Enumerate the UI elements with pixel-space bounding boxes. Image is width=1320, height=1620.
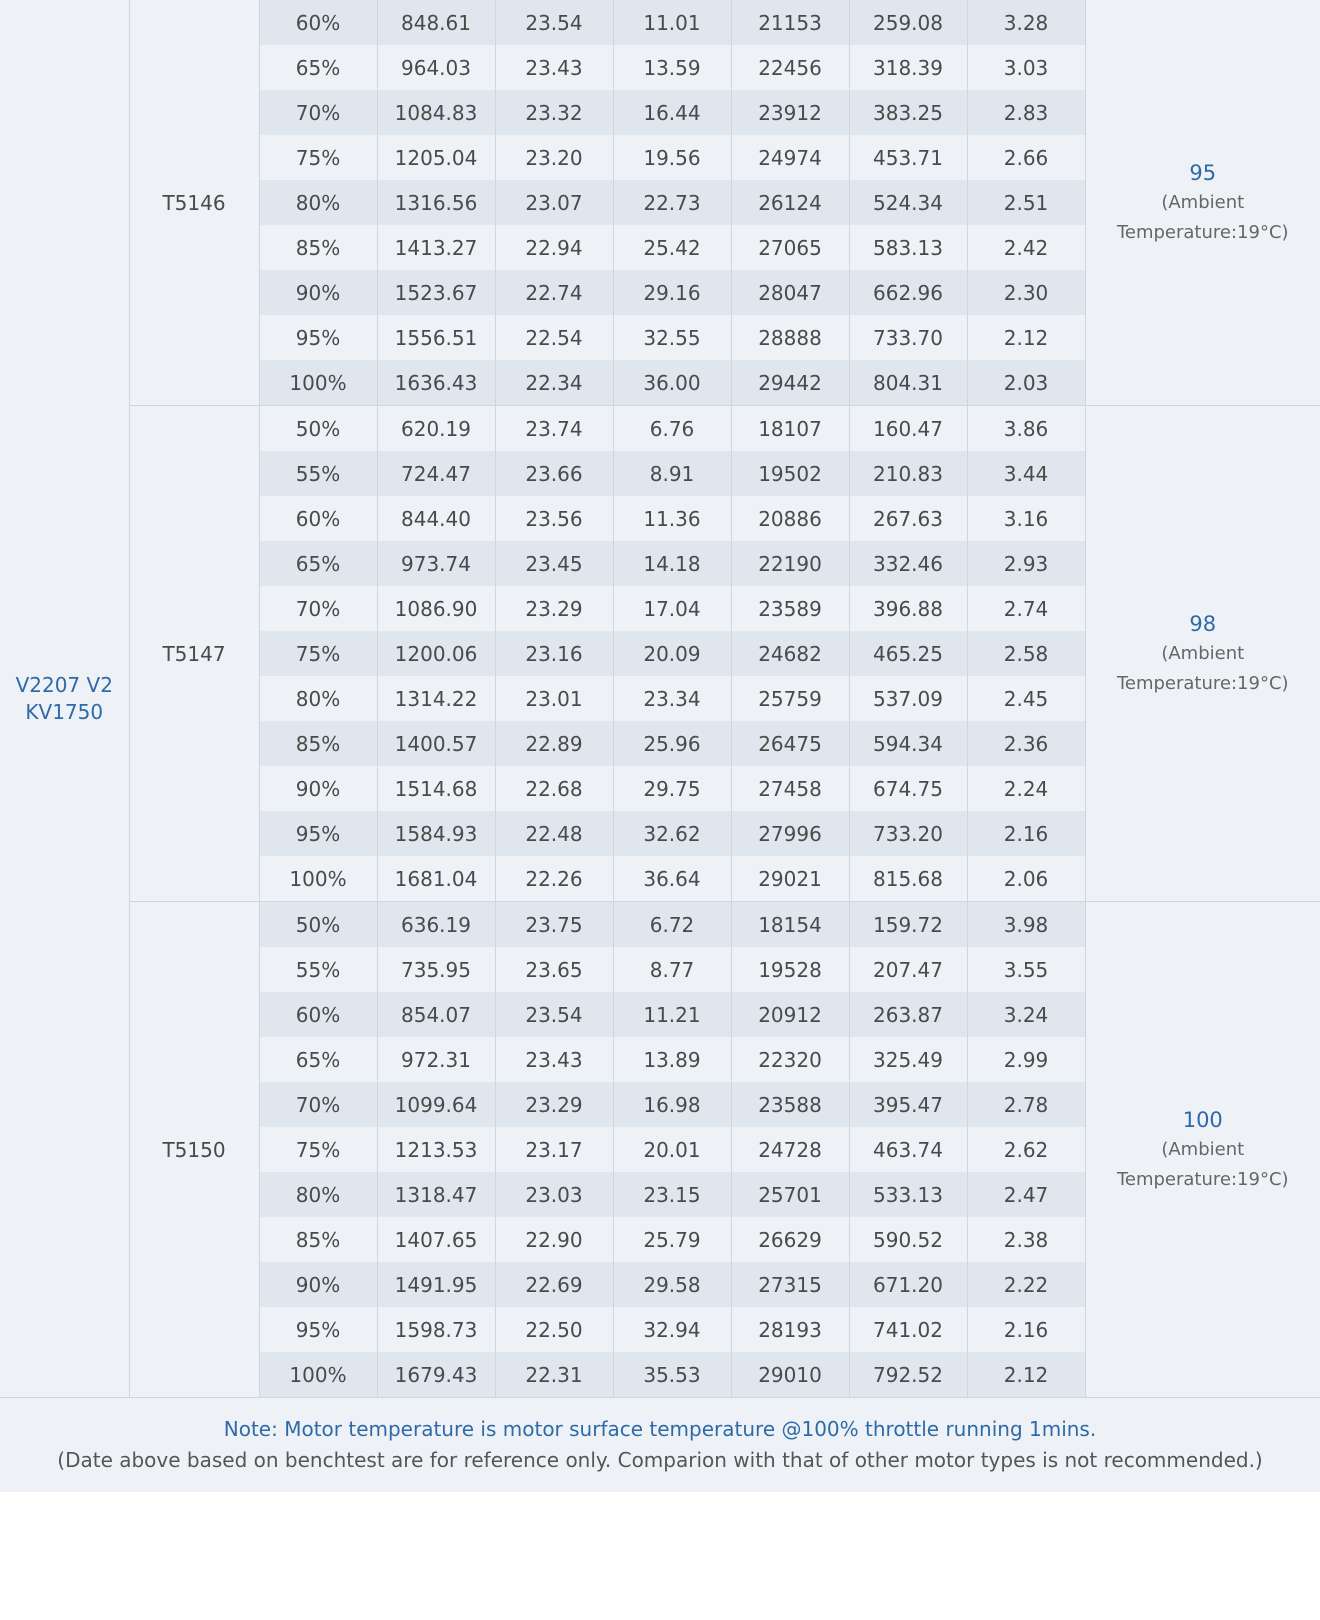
table-cell: 18154 — [731, 902, 849, 948]
table-cell: 36.00 — [613, 360, 731, 406]
motor-model: V2207 V2 KV1750 — [0, 0, 129, 1397]
table-cell: 90% — [259, 270, 377, 315]
table-cell: 3.98 — [967, 902, 1085, 948]
table-cell: 90% — [259, 766, 377, 811]
table-cell: 1400.57 — [377, 721, 495, 766]
table-cell: 23.34 — [613, 676, 731, 721]
table-cell: 85% — [259, 225, 377, 270]
table-cell: 100% — [259, 856, 377, 902]
table-cell: 2.58 — [967, 631, 1085, 676]
table-cell: 815.68 — [849, 856, 967, 902]
table-cell: 2.62 — [967, 1127, 1085, 1172]
table-cell: 85% — [259, 721, 377, 766]
propeller-name: T5146 — [129, 0, 259, 406]
table-cell: 1598.73 — [377, 1307, 495, 1352]
table-cell: 18107 — [731, 406, 849, 452]
table-cell: 22.73 — [613, 180, 731, 225]
table-cell: 70% — [259, 1082, 377, 1127]
table-cell: 23.15 — [613, 1172, 731, 1217]
table-cell: 25.79 — [613, 1217, 731, 1262]
table-cell: 583.13 — [849, 225, 967, 270]
table-cell: 24728 — [731, 1127, 849, 1172]
table-cell: 29442 — [731, 360, 849, 406]
motor-temperature — [1085, 0, 1320, 406]
table-cell: 2.83 — [967, 90, 1085, 135]
note-line-2: (Date above based on benchtest are for reference only. Comparion with that of other motor types is not recommended.) — [57, 1448, 1263, 1472]
table-cell: 100% — [259, 360, 377, 406]
table-cell: 396.88 — [849, 586, 967, 631]
table-cell: 23.01 — [495, 676, 613, 721]
table-cell: 22456 — [731, 45, 849, 90]
table-cell: 590.52 — [849, 1217, 967, 1262]
table-cell: 65% — [259, 45, 377, 90]
table-cell: 75% — [259, 631, 377, 676]
table-cell: 1491.95 — [377, 1262, 495, 1307]
table-cell: 332.46 — [849, 541, 967, 586]
temperature-value: 98 — [1189, 611, 1217, 636]
table-cell: 65% — [259, 1037, 377, 1082]
table-cell: 3.86 — [967, 406, 1085, 452]
table-cell: 662.96 — [849, 270, 967, 315]
table-cell: 210.83 — [849, 451, 967, 496]
table-cell: 55% — [259, 947, 377, 992]
table-cell: 160.47 — [849, 406, 967, 452]
table-cell: 16.98 — [613, 1082, 731, 1127]
table-cell: 1318.47 — [377, 1172, 495, 1217]
note-line-1: Note: Motor temperature is motor surface temperature @100% throttle running 1mins. — [223, 1417, 1097, 1441]
table-cell: 21153 — [731, 0, 849, 45]
table-cell: 14.18 — [613, 541, 731, 586]
table-cell: 50% — [259, 902, 377, 948]
table-cell: 2.42 — [967, 225, 1085, 270]
table-cell: 23.07 — [495, 180, 613, 225]
table-cell: 804.31 — [849, 360, 967, 406]
table-cell: 23.45 — [495, 541, 613, 586]
table-cell: 24682 — [731, 631, 849, 676]
table-cell: 32.62 — [613, 811, 731, 856]
table-cell: 1584.93 — [377, 811, 495, 856]
table-cell: 3.03 — [967, 45, 1085, 90]
table-cell: 95% — [259, 1307, 377, 1352]
table-cell: 636.19 — [377, 902, 495, 948]
table-cell: 1316.56 — [377, 180, 495, 225]
table-cell: 20.01 — [613, 1127, 731, 1172]
table-cell: 22.54 — [495, 315, 613, 360]
table-cell: 6.76 — [613, 406, 731, 452]
table-cell: 8.91 — [613, 451, 731, 496]
table-cell: 26629 — [731, 1217, 849, 1262]
motor-temperature — [1085, 902, 1320, 1398]
motor-temperature — [1085, 406, 1320, 902]
temperature-value: 100 — [1182, 1107, 1223, 1132]
table-cell: 23.16 — [495, 631, 613, 676]
table-cell: 70% — [259, 90, 377, 135]
table-cell: 1679.43 — [377, 1352, 495, 1397]
table-cell: 1523.67 — [377, 270, 495, 315]
table-cell: 2.06 — [967, 856, 1085, 902]
table-cell: 972.31 — [377, 1037, 495, 1082]
table-cell: 80% — [259, 1172, 377, 1217]
table-cell: 594.34 — [849, 721, 967, 766]
table-cell: 3.24 — [967, 992, 1085, 1037]
table-cell: 2.99 — [967, 1037, 1085, 1082]
table-cell: 23588 — [731, 1082, 849, 1127]
table-cell: 100% — [259, 1352, 377, 1397]
table-cell: 22.26 — [495, 856, 613, 902]
table-cell: 85% — [259, 1217, 377, 1262]
table-cell: 95% — [259, 811, 377, 856]
ambient-temperature-note: (Ambient Temperature:19°C) — [1116, 191, 1289, 243]
table-cell: 27996 — [731, 811, 849, 856]
table-cell: 792.52 — [849, 1352, 967, 1397]
table-cell: 55% — [259, 451, 377, 496]
table-cell: 2.12 — [967, 1352, 1085, 1397]
propeller-name: T5150 — [129, 902, 259, 1398]
table-cell: 27458 — [731, 766, 849, 811]
table-cell: 674.75 — [849, 766, 967, 811]
table-cell: 1514.68 — [377, 766, 495, 811]
propeller-name: T5147 — [129, 406, 259, 902]
table-cell: 13.59 — [613, 45, 731, 90]
table-cell: 20912 — [731, 992, 849, 1037]
table-cell: 741.02 — [849, 1307, 967, 1352]
table-cell: 22.34 — [495, 360, 613, 406]
table-cell: 95% — [259, 315, 377, 360]
table-cell: 75% — [259, 1127, 377, 1172]
table-cell: 23.66 — [495, 451, 613, 496]
table-cell: 2.24 — [967, 766, 1085, 811]
table-cell: 395.47 — [849, 1082, 967, 1127]
table-cell: 973.74 — [377, 541, 495, 586]
table-cell: 29.58 — [613, 1262, 731, 1307]
table-cell: 1099.64 — [377, 1082, 495, 1127]
table-cell: 25759 — [731, 676, 849, 721]
table-cell: 159.72 — [849, 902, 967, 948]
table-cell: 28888 — [731, 315, 849, 360]
table-cell: 60% — [259, 0, 377, 45]
table-cell: 26475 — [731, 721, 849, 766]
table-cell: 671.20 — [849, 1262, 967, 1307]
table-cell: 3.55 — [967, 947, 1085, 992]
table-cell: 263.87 — [849, 992, 967, 1037]
table-cell: 11.01 — [613, 0, 731, 45]
table-cell: 24974 — [731, 135, 849, 180]
table-cell: 23.43 — [495, 1037, 613, 1082]
table-cell: 23589 — [731, 586, 849, 631]
table-cell: 23.43 — [495, 45, 613, 90]
table-cell: 36.64 — [613, 856, 731, 902]
table-cell: 2.78 — [967, 1082, 1085, 1127]
table-cell: 537.09 — [849, 676, 967, 721]
table-cell: 27315 — [731, 1262, 849, 1307]
table-row — [0, 902, 1320, 948]
table-cell: 65% — [259, 541, 377, 586]
table-cell: 1636.43 — [377, 360, 495, 406]
table-cell: 3.16 — [967, 496, 1085, 541]
table-cell: 28193 — [731, 1307, 849, 1352]
temperature-value: 95 — [1189, 160, 1217, 185]
table-cell: 23.32 — [495, 90, 613, 135]
table-cell: 11.21 — [613, 992, 731, 1037]
table-cell: 60% — [259, 992, 377, 1037]
table-cell: 20886 — [731, 496, 849, 541]
table-cell: 25701 — [731, 1172, 849, 1217]
table-cell: 2.36 — [967, 721, 1085, 766]
table-cell: 23.29 — [495, 1082, 613, 1127]
table-cell: 207.47 — [849, 947, 967, 992]
table-cell: 2.16 — [967, 811, 1085, 856]
table-cell: 23.75 — [495, 902, 613, 948]
table-cell: 1556.51 — [377, 315, 495, 360]
table-cell: 19528 — [731, 947, 849, 992]
table-cell: 8.77 — [613, 947, 731, 992]
table-cell: 318.39 — [849, 45, 967, 90]
table-cell: 2.03 — [967, 360, 1085, 406]
table-cell: 524.34 — [849, 180, 967, 225]
table-cell: 22190 — [731, 541, 849, 586]
table-cell: 16.44 — [613, 90, 731, 135]
table-cell: 23.74 — [495, 406, 613, 452]
table-cell: 1086.90 — [377, 586, 495, 631]
table-cell: 28047 — [731, 270, 849, 315]
table-cell: 22320 — [731, 1037, 849, 1082]
table-cell: 22.94 — [495, 225, 613, 270]
table-cell: 80% — [259, 180, 377, 225]
table-cell: 17.04 — [613, 586, 731, 631]
table-cell: 463.74 — [849, 1127, 967, 1172]
table-cell: 848.61 — [377, 0, 495, 45]
table-cell: 267.63 — [849, 496, 967, 541]
table-cell: 22.31 — [495, 1352, 613, 1397]
table-cell: 1413.27 — [377, 225, 495, 270]
table-cell: 70% — [259, 586, 377, 631]
table-cell: 2.74 — [967, 586, 1085, 631]
table-cell: 2.45 — [967, 676, 1085, 721]
table-cell: 2.22 — [967, 1262, 1085, 1307]
table-cell: 3.44 — [967, 451, 1085, 496]
table-cell: 23.03 — [495, 1172, 613, 1217]
table-cell: 2.38 — [967, 1217, 1085, 1262]
table-cell: 23.56 — [495, 496, 613, 541]
table-cell: 35.53 — [613, 1352, 731, 1397]
footnote — [0, 1397, 1320, 1492]
table-cell: 29.16 — [613, 270, 731, 315]
table-cell: 22.48 — [495, 811, 613, 856]
table-cell: 2.47 — [967, 1172, 1085, 1217]
table-cell: 32.94 — [613, 1307, 731, 1352]
table-cell: 453.71 — [849, 135, 967, 180]
table-cell: 80% — [259, 676, 377, 721]
table-row — [0, 0, 1320, 45]
table-cell: 22.68 — [495, 766, 613, 811]
table-cell: 1314.22 — [377, 676, 495, 721]
ambient-temperature-note: (Ambient Temperature:19°C) — [1116, 642, 1289, 694]
table-cell: 854.07 — [377, 992, 495, 1037]
table-cell: 2.66 — [967, 135, 1085, 180]
table-cell: 23.29 — [495, 586, 613, 631]
table-cell: 3.28 — [967, 0, 1085, 45]
table-cell: 533.13 — [849, 1172, 967, 1217]
table-cell: 23.54 — [495, 0, 613, 45]
table-cell: 11.36 — [613, 496, 731, 541]
table-cell: 23.20 — [495, 135, 613, 180]
ambient-temperature-note: (Ambient Temperature:19°C) — [1116, 1138, 1289, 1190]
table-cell: 2.51 — [967, 180, 1085, 225]
table-cell: 13.89 — [613, 1037, 731, 1082]
table-cell: 1407.65 — [377, 1217, 495, 1262]
table-cell: 23.54 — [495, 992, 613, 1037]
table-cell: 383.25 — [849, 90, 967, 135]
table-cell: 733.70 — [849, 315, 967, 360]
table-cell: 26124 — [731, 180, 849, 225]
table-cell: 735.95 — [377, 947, 495, 992]
table-cell: 23.17 — [495, 1127, 613, 1172]
table-cell: 25.42 — [613, 225, 731, 270]
table-cell: 1205.04 — [377, 135, 495, 180]
table-cell: 724.47 — [377, 451, 495, 496]
table-cell: 2.30 — [967, 270, 1085, 315]
table-cell: 22.74 — [495, 270, 613, 315]
table-cell: 2.93 — [967, 541, 1085, 586]
table-cell: 32.55 — [613, 315, 731, 360]
table-cell: 29021 — [731, 856, 849, 902]
table-cell: 325.49 — [849, 1037, 967, 1082]
table-cell: 22.69 — [495, 1262, 613, 1307]
table-cell: 29.75 — [613, 766, 731, 811]
table-cell: 60% — [259, 496, 377, 541]
table-cell: 90% — [259, 1262, 377, 1307]
table-cell: 50% — [259, 406, 377, 452]
table-cell: 25.96 — [613, 721, 731, 766]
table-cell: 19.56 — [613, 135, 731, 180]
table-cell: 22.50 — [495, 1307, 613, 1352]
table-cell: 733.20 — [849, 811, 967, 856]
table-cell: 1681.04 — [377, 856, 495, 902]
table-cell: 620.19 — [377, 406, 495, 452]
table-cell: 465.25 — [849, 631, 967, 676]
table-cell: 23.65 — [495, 947, 613, 992]
table-row — [0, 406, 1320, 452]
table-cell: 19502 — [731, 451, 849, 496]
table-cell: 29010 — [731, 1352, 849, 1397]
table-cell: 6.72 — [613, 902, 731, 948]
table-cell: 964.03 — [377, 45, 495, 90]
table-cell: 2.12 — [967, 315, 1085, 360]
table-cell: 2.16 — [967, 1307, 1085, 1352]
table-cell: 27065 — [731, 225, 849, 270]
table-cell: 1200.06 — [377, 631, 495, 676]
table-cell: 1084.83 — [377, 90, 495, 135]
table-cell: 844.40 — [377, 496, 495, 541]
table-cell: 22.89 — [495, 721, 613, 766]
table-cell: 20.09 — [613, 631, 731, 676]
table-cell: 259.08 — [849, 0, 967, 45]
table-cell: 75% — [259, 135, 377, 180]
table-cell: 22.90 — [495, 1217, 613, 1262]
table-cell: 23912 — [731, 90, 849, 135]
table-cell: 1213.53 — [377, 1127, 495, 1172]
